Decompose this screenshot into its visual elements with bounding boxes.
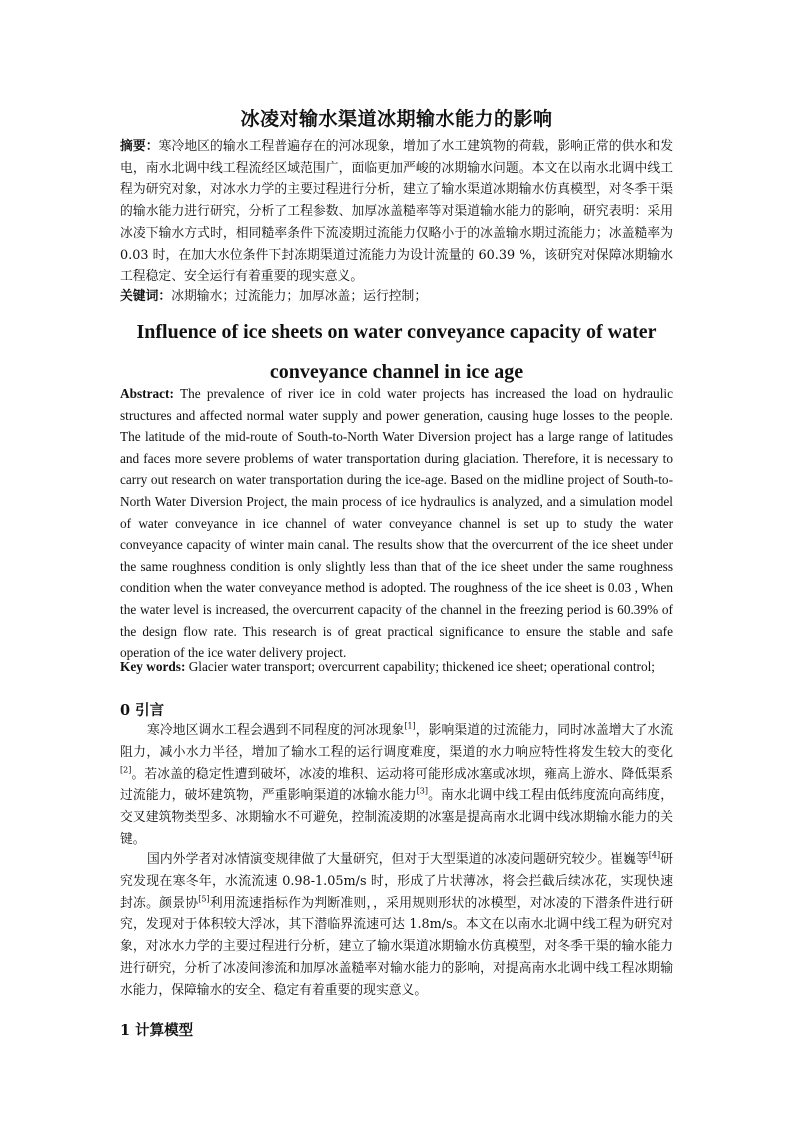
intro-p1-text-1: 寒冷地区调水工程会遇到不同程度的河冰现象: [147, 723, 405, 738]
citation-ref-4: [4]: [648, 850, 661, 860]
intro-paragraph-2: [120, 849, 673, 1002]
chinese-abstract-text: 寒冷地区的输水工程普遍存在的河冰现象，增加了水工建筑物的荷载，影响正常的供水和发电，南水北调中线工程流经区域范围广，面临更加严峻的冰期输水问题。本文在以南水北调中线工程为研究对象，对冰水力学的主要过程进行分析，建立了输水渠道冰期输水仿真模型，对冬季干渠的输水能力进行研究，分析了工程参数、加厚冰盖糙率等对渠道输水能力的影响，研究表明：采用冰凌下输水方式时，相同糙率条件下流凌期过流能力仅略小于的冰盖输水期过流能力；冰盖糙率为 0.03 时，在加大水位条件下封冻期渠道过流能力为设计流量的 60.39 %，该研究对保障冰期输水工程稳定、安全运行有着重要的现实意义。: [120, 139, 674, 285]
intro-p2-text-2: 研究发现在寒冬年，水流流速 0.98-1.05m/s 时，形成了片状薄冰，将会拦截后续冰花，实现快速封冻。颜景协: [120, 852, 674, 911]
citation-ref-2: [2]: [120, 765, 132, 775]
chinese-title: 冰凌对输水渠道冰期输水能力的影响: [240, 108, 553, 130]
english-keywords-text: Glacier water transport; overcurrent capability; thickened ice sheet; operational control;: [185, 659, 655, 674]
chinese-keywords-label: 关键词：: [120, 289, 172, 304]
english-title: Influence of ice sheets on water conveyance capacity of water conveyance channel in ice age: [136, 321, 657, 383]
english-keywords-label: Key words:: [120, 659, 186, 674]
english-abstract: [120, 383, 673, 664]
intro-p1-text-4: 。南水北调中线工程由低纬度流向高纬度，交叉建筑物类型多、冰期输水不可避免，控制流凌期的冰塞是提高南水北调中线冰期输水能力的关键。: [120, 788, 674, 847]
section-1-heading: 1 计算模型: [120, 1022, 194, 1039]
intro-paragraph-1: [120, 720, 673, 851]
intro-p2-text-3: 利用流速指标作为判断准则，，采用规则形状的冰模型，对冰凌的下潜条件进行研究，发现对于体积较大浮冰，其下潜临界流速可达 1.8m/s。本文在以南水北调中线工程为研究对象，对冰水力学的主要过程进行分析，建立了输水渠道冰期输水仿真模型，对冬季干渠的输水能力进行研究，分析了冰凌间渗流和加厚冰盖糙率对输水能力的影响，对提高南水北调中线工程冰期输水能力，保障输水的安全、稳定有着重要的现实意义。: [120, 895, 673, 998]
chinese-keywords-text: 冰期输水；过流能力；加厚冰盖；运行控制；: [171, 289, 428, 304]
citation-ref-5: [5]: [198, 894, 210, 904]
section-0-heading: 0 引言: [120, 702, 165, 719]
intro-p2-text-1: 国内外学者对冰情演变规律做了大量研究，但对于大型渠道的冰凌问题研究较少。崔巍等: [147, 852, 649, 867]
intro-p1-text-2: ，影响渠道的过流能力，同时冰盖增大了水流阻力，减小水力半径，增加了输水工程的运行调度难度，渠道的水力响应特性将发生较大的变化: [120, 723, 674, 760]
chinese-abstract-label: 摘要：: [120, 139, 159, 154]
chinese-abstract: [120, 136, 673, 288]
english-abstract-label: Abstract:: [120, 386, 174, 401]
chinese-keywords: [120, 286, 673, 307]
citation-ref-3: [3]: [416, 787, 428, 797]
english-keywords: [120, 657, 673, 677]
intro-p1-text-3: 。若冰盖的稳定性遭到破坏，冰凌的堆积、运动将可能形成冰塞或冰坝，雍高上游水、降低渠系过流能力，破坏建筑物，严重影响渠道的冰输水能力: [120, 766, 673, 804]
citation-ref-1: [1]: [404, 721, 416, 731]
english-abstract-text: The prevalence of river ice in cold water projects has increased the load on hydraulic structures and affected normal water supply and power generation, causing huge losses to the people. The latitude of the mid-route of South-to-North Water Diversion project has a large range of latitudes and faces more severe problems of water transportation during glaciation. Therefore, it is necessary to carry out research on water transportation during the ice-age. Based on the midline project of South-to-North Water Diversion Project, the main process of ice hydraulics is analyzed, and a simulation model of water conveyance in ice channel of water conveyance channel is set up to study the water conveyance capacity of winter main canal. The results show that the overcurrent of the ice sheet under the same roughness condition is only slightly less than that of the ice sheet under the same roughness condition when the water conveyance method is adopted. The roughness of the ice sheet is 0.03 , When the water level is increased, the overcurrent capacity of the channel in the freezing period is 60.39% of the design flow rate. This research is of great practical significance to ensure the stable and safe operation of the ice water delivery project.: [120, 386, 673, 661]
